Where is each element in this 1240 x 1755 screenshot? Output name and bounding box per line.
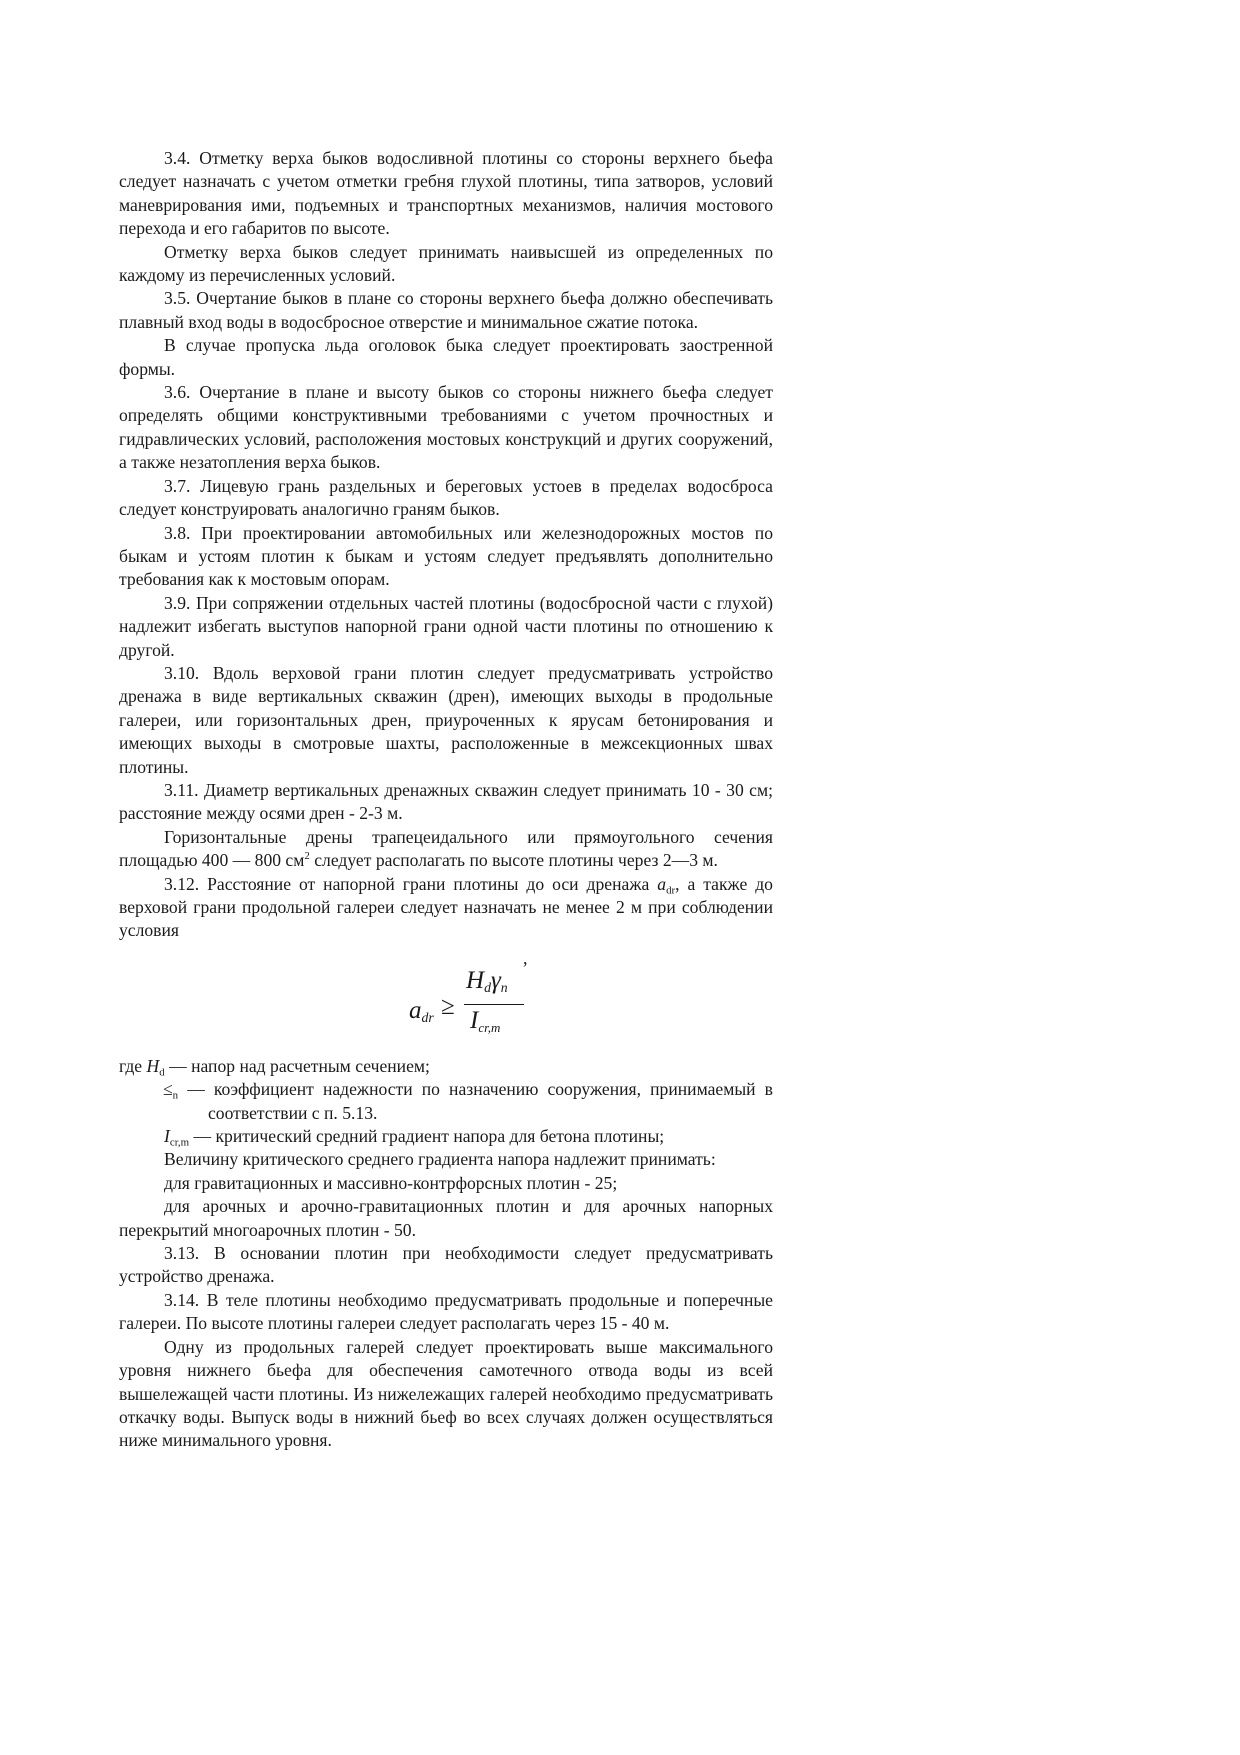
- where-gamma-symbol: ≤: [163, 1079, 173, 1100]
- formula-I: I: [470, 1006, 479, 1034]
- formula-denominator: [470, 1006, 501, 1035]
- where-gamma-text: — коэффициент надежности по назначению сооружения, принимаемый в соответствии с п. 5.13.: [178, 1079, 773, 1123]
- where-I-text: — критический средний градиент напора для бетона плотины;: [189, 1126, 665, 1147]
- formula-lhs: [409, 996, 434, 1025]
- paragraph-3-5-continued: В случае пропуска льда оголовок быка следует проектировать заостренной формы.: [119, 335, 773, 379]
- paragraph-3-8: 3.8. При проектировании автомобильных или железнодорожных мостов по быкам и устоям плотин к быкам и устоям следует предъявлять дополнительно требования как к мостовым опорам.: [119, 522, 773, 590]
- document-page: [119, 147, 773, 1453]
- where-I-crm: [119, 1125, 773, 1148]
- where-I-var: I: [164, 1126, 170, 1147]
- where-Hd-subscript: d: [159, 1066, 165, 1079]
- paragraph-3-12: [119, 873, 773, 943]
- paragraph-3-4-continued: Отметку верха быков следует принимать наивысшей из определенных по каждому из перечисленных условий.: [119, 241, 773, 286]
- formula-fraction-bar: [464, 1004, 524, 1005]
- where-Hd-text: — напор над расчетным сечением;: [164, 1055, 430, 1076]
- where-Hd-var: H: [146, 1055, 160, 1076]
- formula-gamma: γ: [490, 966, 501, 994]
- where-gamma-n: [119, 1078, 773, 1125]
- formula-numerator: [466, 966, 508, 995]
- paragraph-3-11: 3.11. Диаметр вертикальных дренажных скважин следует принимать 10 - 30 см; расстояние между осями дрен - 2-3 м.: [119, 779, 773, 824]
- where-Hd: [119, 1055, 773, 1078]
- where-prefix: где: [119, 1055, 147, 1076]
- formula-comma: ,: [523, 947, 528, 968]
- formula-lhs-var: a: [409, 996, 422, 1024]
- paragraph-3-14-continued: Одну из продольных галерей следует проектировать выше максимального уровня нижнего бьефа для обеспечения самотечного отвода воды из всей вышележащей части плотины. Из нижележащих галерей необходимо предусматривать откачку воды. Выпуск воды в нижний бьеф во всех случаях должен осуществляться ниже минимального уровня.: [119, 1336, 773, 1451]
- drain-text-start: Горизонтальные дрены трапецеидального или прямоугольного сечения площадью 400 — 800 см: [119, 826, 773, 871]
- paragraph-3-11-continued: [119, 826, 773, 873]
- paragraph-3-13: 3.13. В основании плотин при необходимости следует предусматривать устройство дренажа.: [119, 1243, 773, 1287]
- where-I-subscript: cr,m: [169, 1136, 190, 1149]
- paragraph-3-9: 3.9. При сопряжении отдельных частей плотины (водосбросной части с глухой) надлежит избегать выступов напорной грани одной части плотины по отношению к другой.: [119, 592, 773, 660]
- paragraph-3-14: 3.14. В теле плотины необходимо предусматривать продольные и поперечные галереи. По высоте плотины галереи следует располагать через 15 - 40 м.: [119, 1289, 773, 1334]
- drain-distance-formula: [119, 943, 773, 1055]
- paragraph-3-6: 3.6. Очертание в плане и высоту быков со стороны нижнего бьефа следует определять общими конструктивными требованиями с учетом прочностных и гидравлических условий, расположения мостовых конструкций и других сооружений, а также незатопления верха быков.: [119, 382, 773, 473]
- variable-a: a: [657, 873, 667, 894]
- formula-lhs-subscript: dr: [421, 1009, 434, 1025]
- formula-I-subscript: cr,m: [478, 1019, 501, 1035]
- distance-text-end: , а также до верховой грани продольной галереи следует назначать не менее 2 м при соблюдении условия: [119, 873, 773, 941]
- formula-gamma-subscript: n: [500, 979, 508, 995]
- drain-text-end: следует располагать по высоте плотины через 2—3 м.: [309, 850, 718, 871]
- paragraph-3-5: 3.5. Очертание быков в плане со стороны верхнего бьефа должно обеспечивать плавный вход воды в водосбросное отверстие и минимальное сжатие потока.: [119, 288, 773, 332]
- critical-gradient-gravity: для гравитационных и массивно-контрфорсных плотин - 25;: [164, 1172, 618, 1193]
- area-unit-superscript: 2: [304, 850, 310, 863]
- paragraph-3-10: 3.10. Вдоль верховой грани плотин следует предусматривать устройство дренажа в виде вертикальных скважин (дрен), имеющих выходы в продольные галереи, или горизонтальных дрен, приуроченных к ярусам бетонирования и имеющих выходы в смотровые шахты, расположенные в межсекционных швах плотины.: [119, 662, 773, 777]
- formula-H-subscript: d: [484, 979, 491, 995]
- where-gamma-subscript: n: [172, 1089, 179, 1102]
- critical-gradient-arch: для арочных и арочно-гравитационных плотин и для арочных напорных перекрытий многоарочных плотин - 50.: [119, 1196, 773, 1240]
- distance-text-start: 3.12. Расстояние от напорной грани плотины до оси дренажа: [164, 873, 658, 894]
- variable-a-subscript: dr: [666, 883, 676, 896]
- formula-geq-sign: ≥: [441, 992, 455, 1020]
- paragraph-3-7: 3.7. Лицевую грань раздельных и береговых устоев в пределах водосброса следует конструировать аналогично граням быков.: [119, 475, 773, 520]
- critical-gradient-intro: Величину критического среднего градиента напора надлежит принимать:: [164, 1149, 716, 1170]
- paragraph-3-4: 3.4. Отметку верха быков водосливной плотины со стороны верхнего бьефа следует назначать с учетом отметки гребня глухой плотины, типа затворов, условий маневрирования ими, подъемных и транспортных механизмов, наличия мостового перехода и его габаритов по высоте.: [119, 148, 773, 239]
- formula-H: H: [466, 966, 485, 994]
